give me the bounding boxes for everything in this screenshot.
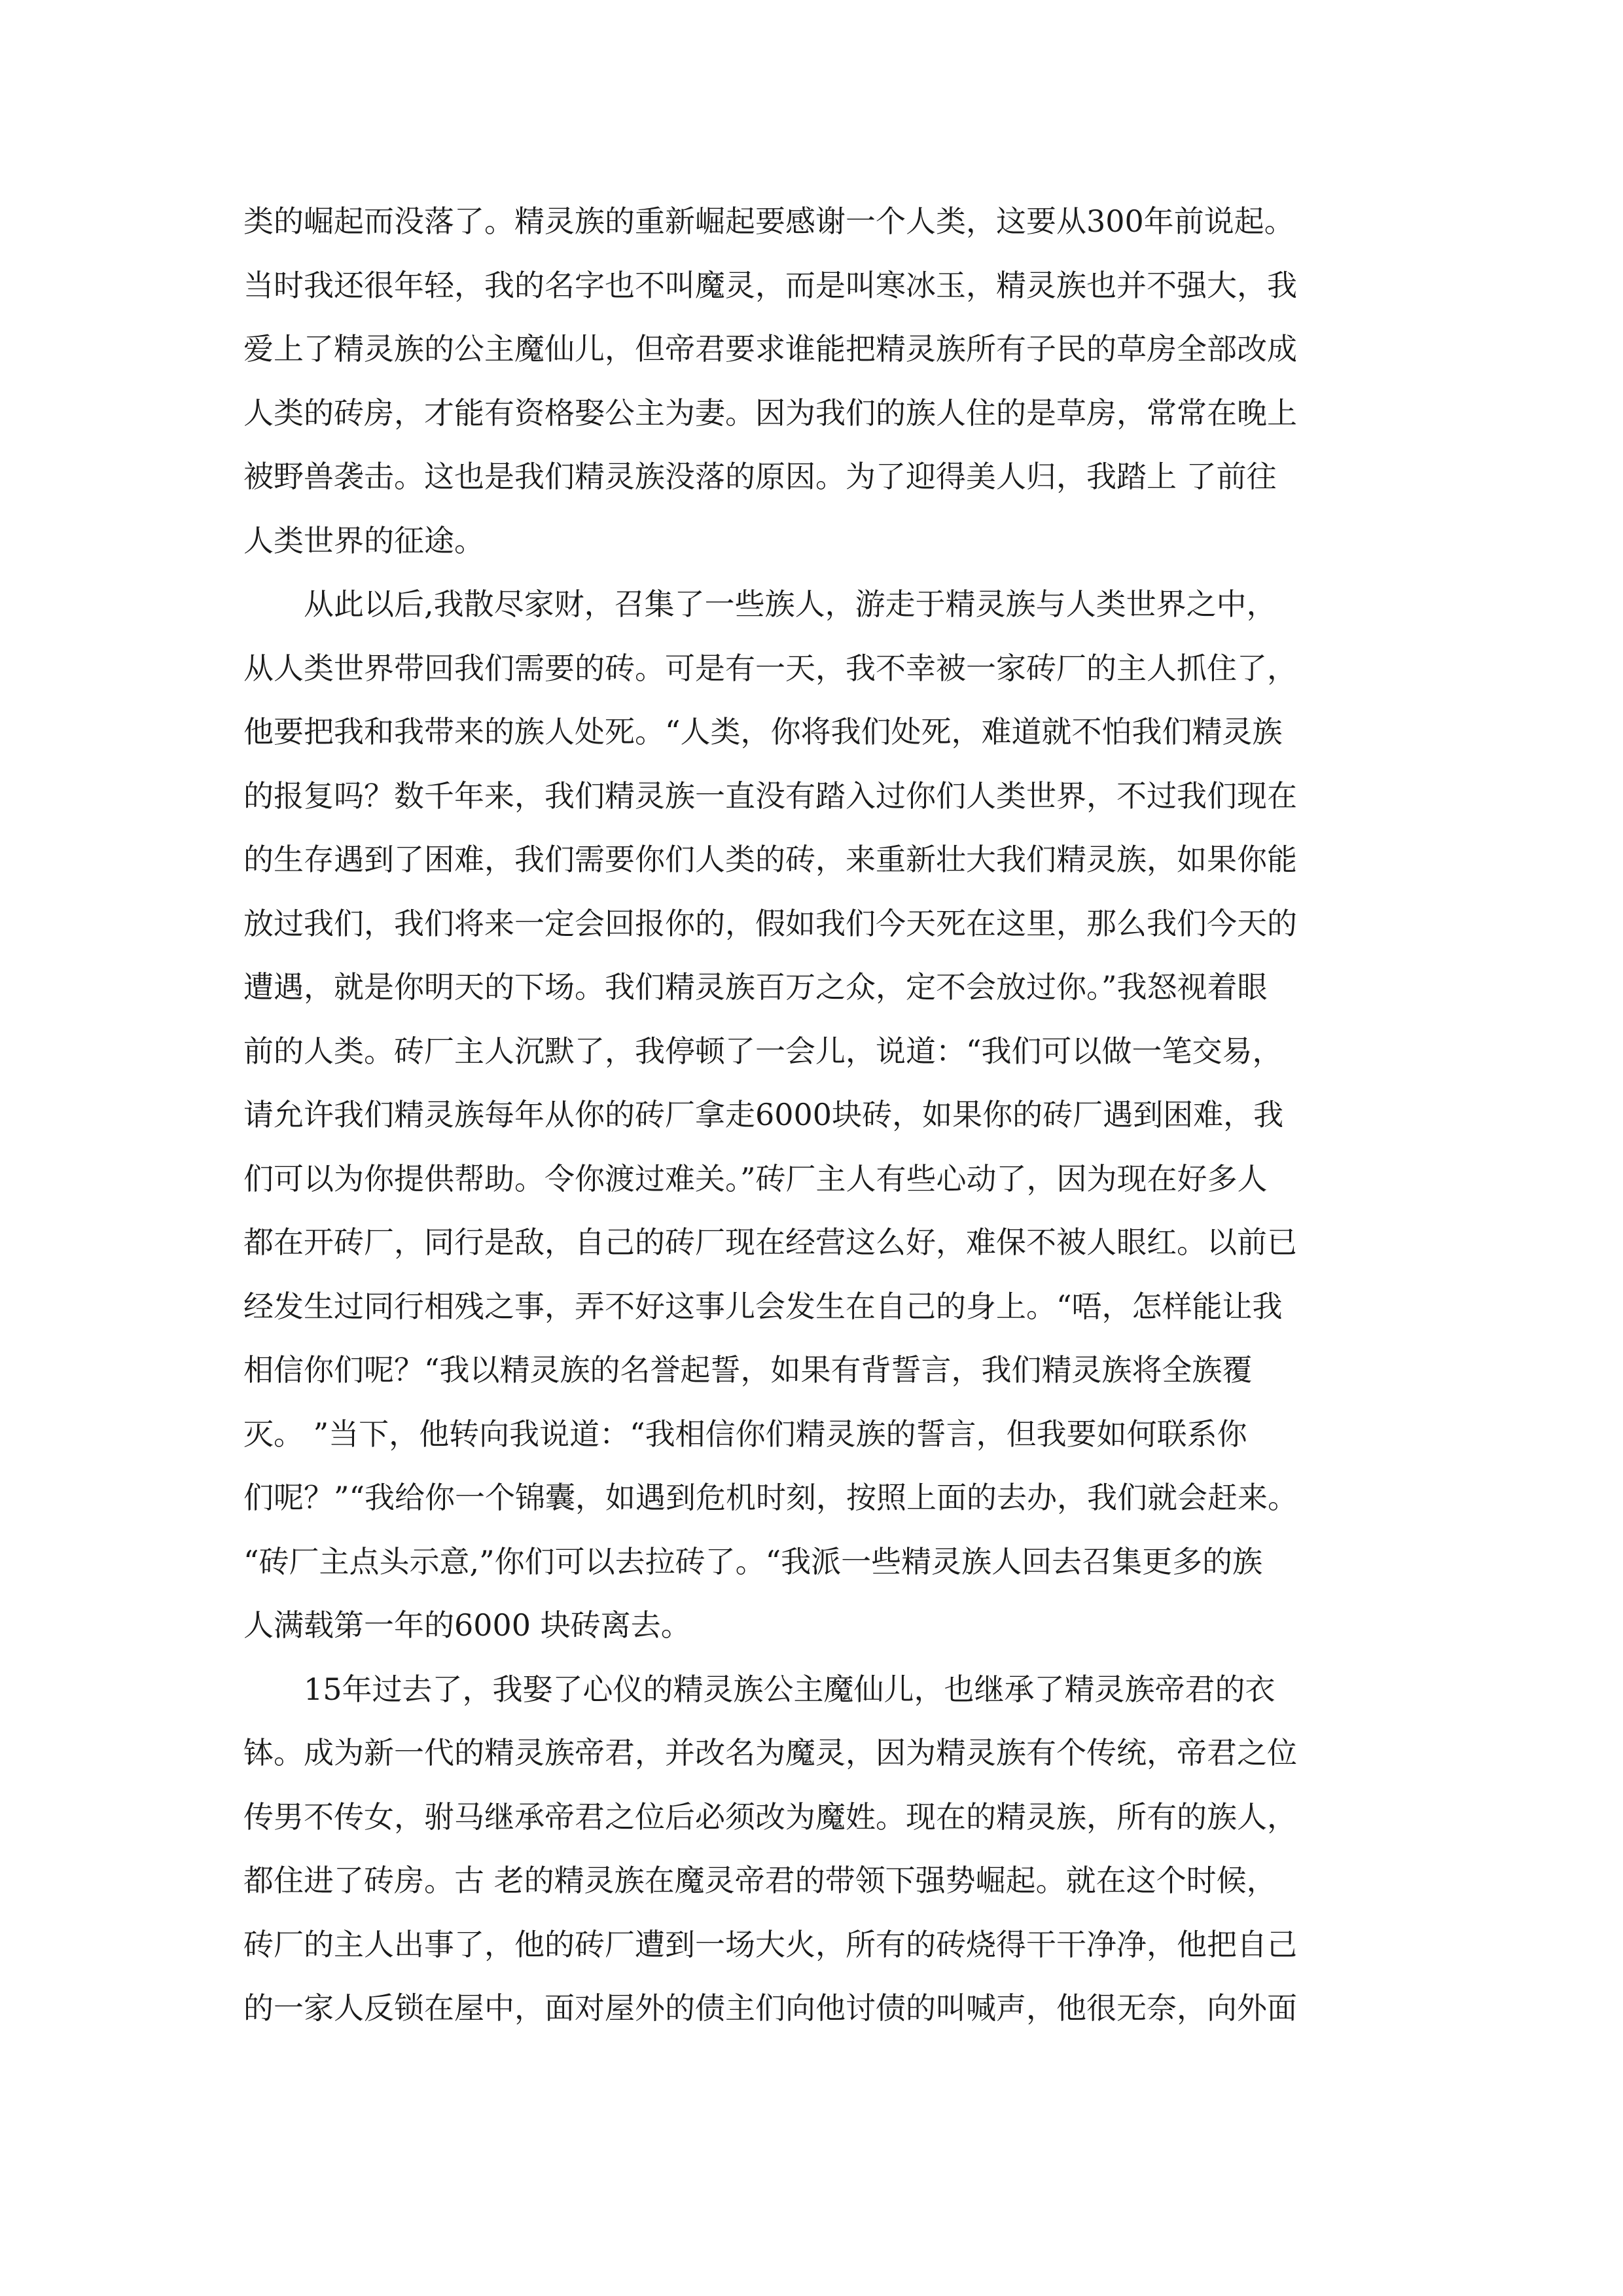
text-line: 遭遇，就是你明天的下场。我们精灵族百万之众，定不会放过你。”我怒视着眼 [243, 969, 1268, 1005]
text-line: 请允许我们精灵族每年从你的砖厂拿走6000块砖，如果你的砖厂遇到困难，我 [243, 1097, 1284, 1132]
text-line: 砖厂的主人出事了，他的砖厂遭到一场大火，所有的砖烧得干干净净，他把自己 [243, 1926, 1297, 1962]
text-line: 们呢？”“我给你一个锦囊，如遇到危机时刻，按照上面的去办，我们就会赶来。 [243, 1480, 1298, 1515]
text-line: 的报复吗？数千年来，我们精灵族一直没有踏入过你们人类世界，不过我们现在 [243, 778, 1297, 814]
text-line: 爱上了精灵族的公主魔仙儿，但帝君要求谁能把精灵族所有子民的草房全部改成 [243, 331, 1297, 367]
text-line: 他要把我和我带来的族人处死。“人类，你将我们处死，难道就不怕我们精灵族 [243, 714, 1283, 749]
text-line: 的一家人反锁在屋中，面对屋外的债主们向他讨债的叫喊声，他很无奈，向外面 [243, 1990, 1297, 2026]
text-line: 灭。 ”当下，他转向我说道：“我相信你们精灵族的誓言，但我要如何联系你 [243, 1416, 1247, 1452]
text-line: 从人类世界带回我们需要的砖。可是有一天，我不幸被一家砖厂的主人抓住了， [243, 650, 1297, 686]
text-line: 被野兽袭击。这也是我们精灵族没落的原因。为了迎得美人归，我踏上 了前往 [243, 459, 1277, 494]
text-line: 相信你们呢？“我以精灵族的名誉起誓，如果有背誓言，我们精灵族将全族覆 [243, 1352, 1253, 1388]
text-line: 类的崛起而没落了。精灵族的重新崛起要感谢一个人类，这要从300年前说起。 [243, 204, 1294, 239]
text-line: 前的人类。砖厂主人沉默了，我停顿了一会儿，说道：“我们可以做一笔交易， [243, 1033, 1283, 1069]
text-line: “砖厂主点头示意,”你们可以去拉砖了。“我派一些精灵族人回去召集更多的族 [243, 1543, 1263, 1579]
text-line: 钵。成为新一代的精灵族帝君，并改名为魔灵，因为精灵族有个传统，帝君之位 [243, 1735, 1297, 1770]
document-body [243, 190, 1382, 2041]
text-line: 都住进了砖房。古 老的精灵族在魔灵帝君的带领下强势崛起。就在这个时候， [243, 1863, 1277, 1898]
text-line: 人类世界的征途。 [243, 522, 484, 558]
text-line: 经发生过同行相残之事，弄不好这事儿会发生在自己的身上。“唔，怎样能让我 [243, 1288, 1283, 1324]
text-line: 当时我还很年轻，我的名字也不叫魔灵，而是叫寒冰玉，精灵族也并不强大，我 [243, 267, 1297, 303]
text-line: 都在开砖厂，同行是敌，自己的砖厂现在经营这么好，难保不被人眼红。以前已 [243, 1225, 1297, 1260]
text-line: 的生存遇到了困难，我们需要你们人类的砖，来重新壮大我们精灵族，如果你能 [243, 842, 1297, 877]
text-line: 们可以为你提供帮助。令你渡过难关。”砖厂主人有些心动了，因为现在好多人 [243, 1160, 1268, 1196]
text-line: 传男不传女，驸马继承帝君之位后必须改为魔姓。现在的精灵族，所有的族人， [243, 1799, 1297, 1835]
paragraph-start-line: 从此以后,我散尽家财，召集了一些族人，游走于精灵族与人类世界之中， [304, 586, 1277, 622]
text-line: 放过我们，我们将来一定会回报你的，假如我们今天死在这里，那么我们今天的 [243, 905, 1297, 941]
text-line: 人满载第一年的6000 块砖离去。 [243, 1607, 691, 1643]
paragraph-start-line: 15年过去了，我娶了心仪的精灵族公主魔仙儿，也继承了精灵族帝君的衣 [304, 1671, 1275, 1707]
text-line: 人类的砖房，才能有资格娶公主为妻。因为我们的族人住的是草房，常常在晚上 [243, 395, 1297, 431]
